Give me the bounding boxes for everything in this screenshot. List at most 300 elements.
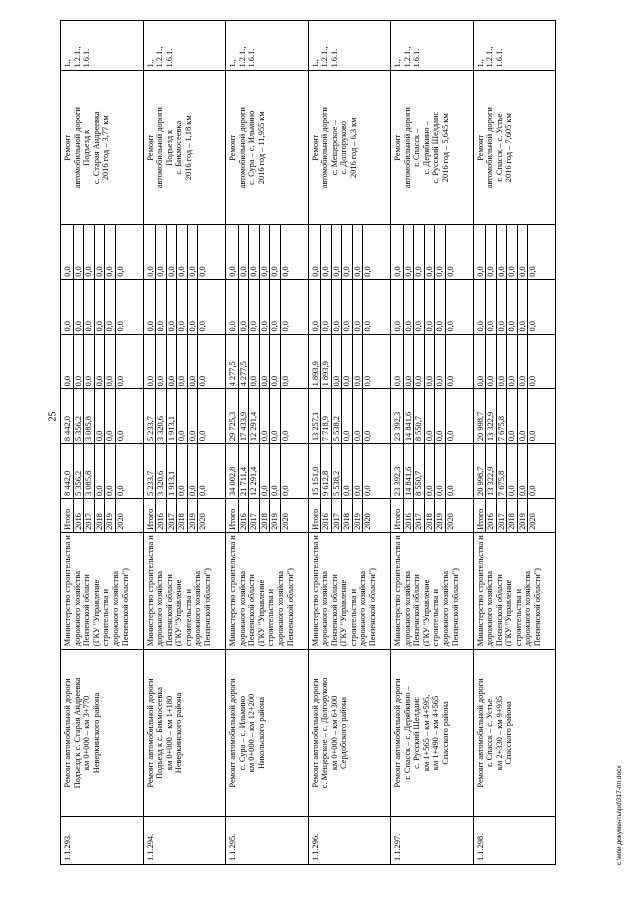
funding-value: 0,0 <box>496 225 507 279</box>
result-line: 2016 год – 6,3 км <box>348 117 358 179</box>
footer-file-path: c:\мои документы\pd\317-пп.docx <box>616 765 623 865</box>
funding-value: 0,0 <box>269 225 280 279</box>
measure-name-line: Ремонт автомобильной дороги <box>310 678 320 788</box>
result-line: с. Бикмосеевка <box>174 120 184 175</box>
result-line: с. Дерябкино – <box>421 121 431 175</box>
funding-value: 1 913,1 <box>166 389 177 443</box>
funding-column-4 <box>61 279 144 334</box>
result-line: 2016 год – 3,77 км <box>101 115 111 181</box>
year-cell: 2019 <box>434 499 445 532</box>
funding-value: 0,0 <box>145 266 155 277</box>
funding-value: 0,0 <box>331 335 342 389</box>
year-cell: Итого <box>63 508 72 530</box>
funding-value: 0,0 <box>424 444 435 498</box>
responsible-line: дорожного хозяйства <box>320 570 330 647</box>
indicator-code: 1.6.1. <box>164 48 174 68</box>
funding-value: 13 322,9 <box>485 444 496 498</box>
funding-value: 21 711,4 <box>238 444 249 498</box>
measure-name-line: Спасского района <box>504 701 514 765</box>
year-cell: 2019 <box>352 499 363 532</box>
funding-value: 0,0 <box>424 389 435 443</box>
year-cell: 2020 <box>445 499 456 532</box>
responsible-line: Пензенской области") <box>120 568 130 647</box>
funding-value: 0,0 <box>362 225 373 279</box>
funding-value: 0,0 <box>331 225 342 279</box>
result-line: с. Сура – с. Ильмино <box>247 110 257 185</box>
measure-name-line: г. Спасск – с. Устье <box>485 698 495 768</box>
funding-value: 0,0 <box>485 225 496 279</box>
table-row <box>308 21 391 865</box>
table-row <box>143 21 226 865</box>
funding-value: 8 550,7 <box>413 389 424 443</box>
funding-value: 0,0 <box>517 389 528 443</box>
funding-value: 0,0 <box>485 280 496 334</box>
funding-column-2 <box>226 389 309 444</box>
funding-value: 0,0 <box>475 375 485 387</box>
responsible-executor <box>473 532 556 649</box>
funding-value: 0,0 <box>352 444 363 498</box>
expected-result <box>473 71 556 224</box>
funding-value: 0,0 <box>434 280 445 334</box>
funding-value: 0,0 <box>352 280 363 334</box>
responsible-line: дорожного хозяйства <box>523 570 533 647</box>
funding-value: 0,0 <box>94 280 105 334</box>
responsible-line: Министерство строительства и <box>475 535 485 647</box>
measure-name-line: км 1+490 – км 4+565 <box>431 695 441 771</box>
funding-value: 0,0 <box>434 444 445 498</box>
year-cell: Итого <box>310 508 320 530</box>
measure-name-line: Спасского района <box>440 701 450 765</box>
result-line: Ремонт <box>145 134 155 161</box>
funding-column-4 <box>473 279 556 334</box>
funding-value: 14 841,6 <box>403 444 414 498</box>
measure-name <box>226 650 309 817</box>
funding-value: 0,0 <box>166 335 177 389</box>
funding-value: 0,0 <box>115 389 126 443</box>
funding-column-5 <box>391 224 474 279</box>
result-line: с. Долгоруково <box>339 121 349 175</box>
year-cell: 2020 <box>362 499 373 532</box>
funding-column-5 <box>473 224 556 279</box>
year-cell: 2019 <box>187 499 198 532</box>
funding-value: 0,0 <box>434 225 445 279</box>
funding-value: 0,0 <box>83 335 94 389</box>
funding-value: 0,0 <box>104 335 115 389</box>
funding-value: 0,0 <box>341 335 352 389</box>
funding-value: 0,0 <box>341 225 352 279</box>
funding-column-4 <box>391 279 474 334</box>
funding-value: 5 538,2 <box>331 389 342 443</box>
measure-name-line: Неверкинского района <box>174 692 184 774</box>
funding-value: 5 356,2 <box>73 389 84 443</box>
funding-value: 0,0 <box>187 335 198 389</box>
funding-value: 0,0 <box>445 389 456 443</box>
funding-value: 0,0 <box>341 389 352 443</box>
funding-value: 14 841,6 <box>403 389 414 443</box>
funding-value: 0,0 <box>176 444 187 498</box>
funding-column-5 <box>61 224 144 279</box>
funding-value: 0,0 <box>197 335 208 389</box>
funding-value: 0,0 <box>176 225 187 279</box>
funding-value: 0,0 <box>475 266 485 277</box>
funding-value: 8 550,7 <box>413 444 424 498</box>
responsible-line: Пензенской области") <box>285 568 295 647</box>
funding-value: 5 233,7 <box>145 416 155 442</box>
result-line: Ремонт <box>475 134 485 161</box>
indicator-code: 1.6.1. <box>494 48 504 68</box>
responsible-line: Пензенской области <box>329 574 339 647</box>
funding-value: 7 675,8 <box>496 389 507 443</box>
indicator-codes <box>473 21 556 72</box>
funding-column-4 <box>226 279 309 334</box>
funding-column-5 <box>143 224 226 279</box>
funding-value: 0,0 <box>352 389 363 443</box>
measure-name-line: Ремонт автомобильной дороги <box>228 678 237 788</box>
funding-value: 0,0 <box>280 335 291 389</box>
year-cell: 2016 <box>155 499 166 532</box>
funding-value: 3 085,8 <box>83 389 94 443</box>
result-line: автомобильной дороги <box>72 107 82 189</box>
funding-value: 0,0 <box>197 444 208 498</box>
funding-value: 0,0 <box>166 280 177 334</box>
funding-value: 4 277,5 <box>228 361 237 387</box>
funding-value: 0,0 <box>187 389 198 443</box>
funding-value: 0,0 <box>310 266 320 277</box>
responsible-line: (ГКУ "Управление <box>91 579 101 647</box>
funding-value: 0,0 <box>320 225 331 279</box>
funding-value: 0,0 <box>362 444 373 498</box>
funding-value: 1 913,1 <box>166 444 177 498</box>
funding-column-1 <box>308 444 391 499</box>
responsible-line: строительства и <box>183 588 193 647</box>
funding-value: 0,0 <box>475 321 485 332</box>
funding-value: 0,0 <box>197 389 208 443</box>
responsible-line: Министерство строительства и <box>228 535 237 647</box>
measure-name-line: км 0+000 – км 3+770 <box>82 695 92 771</box>
measure-name-line: Ремонт автомобильной дороги <box>393 678 402 788</box>
responsible-line: Пензенской области <box>247 574 257 647</box>
funding-value: 0,0 <box>506 335 517 389</box>
funding-value: 0,0 <box>238 225 249 279</box>
funding-value: 3 085,8 <box>83 444 94 498</box>
funding-value: 0,0 <box>145 321 155 332</box>
year-cell: Итого <box>393 508 402 530</box>
funding-value: 0,0 <box>445 280 456 334</box>
funding-value: 1 893,9 <box>310 361 320 387</box>
funding-value: 0,0 <box>331 280 342 334</box>
year-cell: 2017 <box>496 499 507 532</box>
funding-value: 0,0 <box>248 335 259 389</box>
measure-name-line: с. Мещерское – с. Долгоруково <box>320 677 330 789</box>
funding-value: 0,0 <box>155 225 166 279</box>
responsible-line: строительства и <box>431 588 441 647</box>
indicator-code: 1.6.1. <box>82 48 92 68</box>
funding-column-1 <box>391 444 474 499</box>
year-cell: 2018 <box>506 499 517 532</box>
funding-value: 0,0 <box>115 444 126 498</box>
result-line: автомобильной дороги <box>237 107 247 189</box>
indicator-codes <box>61 21 144 72</box>
year-cell: 2018 <box>341 499 352 532</box>
funding-value: 0,0 <box>445 225 456 279</box>
funding-value: 5 233,7 <box>145 470 155 496</box>
result-line: 2016 год – 1,18 км <box>183 115 193 181</box>
funding-column-3 <box>473 334 556 389</box>
result-line: автомобильной дороги <box>320 107 330 189</box>
result-line: 2016 год – 11,955 км <box>256 111 266 185</box>
funding-value: 17 433,9 <box>238 389 249 443</box>
measure-name-line: Никольского района <box>256 696 266 770</box>
indicator-code: 1.2.1., <box>402 46 412 68</box>
row-number: 1.1.298. <box>473 816 556 864</box>
year-cell: 2020 <box>280 499 291 532</box>
measure-name <box>143 650 226 817</box>
indicator-code: 1.2.1., <box>320 46 330 68</box>
funding-value: 0,0 <box>362 335 373 389</box>
measure-name <box>391 650 474 817</box>
result-line: г. Спасск – <box>412 128 422 167</box>
row-number: 1.1.294. <box>143 816 226 864</box>
funding-value: 0,0 <box>352 225 363 279</box>
year-column <box>61 498 144 532</box>
year-cell: 2020 <box>197 499 208 532</box>
funding-column-4 <box>143 279 226 334</box>
year-cell: 2017 <box>166 499 177 532</box>
funding-value: 0,0 <box>63 266 72 277</box>
funding-value: 0,0 <box>496 280 507 334</box>
funding-value: 0,0 <box>155 280 166 334</box>
funding-value: 0,0 <box>424 335 435 389</box>
funding-value: 0,0 <box>506 389 517 443</box>
funding-value: 0,0 <box>63 321 72 332</box>
funding-value: 0,0 <box>197 225 208 279</box>
measure-name-line: Ремонт автомобильной дороги <box>63 678 72 788</box>
year-cell: 2017 <box>413 499 424 532</box>
year-cell: 2018 <box>259 499 270 532</box>
responsible-line: дорожного хозяйства <box>485 570 495 647</box>
funding-column-4 <box>308 279 391 334</box>
indicator-code: 1.6.1. <box>412 48 422 68</box>
responsible-line: (ГКУ "Управление <box>504 579 514 647</box>
result-line: г. Спасск – с. Устье <box>494 113 504 182</box>
funding-value: 0,0 <box>445 335 456 389</box>
responsible-line: дорожного хозяйства <box>110 570 120 647</box>
responsible-executor <box>226 532 309 649</box>
funding-value: 0,0 <box>517 444 528 498</box>
funding-column-2 <box>308 389 391 444</box>
year-cell: 2018 <box>94 499 105 532</box>
year-cell: Итого <box>475 508 485 530</box>
expected-result <box>61 71 144 224</box>
responsible-line: дорожного хозяйства <box>358 570 368 647</box>
table-row <box>473 21 556 865</box>
funding-value: 0,0 <box>104 444 115 498</box>
funding-value: 0,0 <box>269 389 280 443</box>
funding-value: 0,0 <box>527 444 538 498</box>
year-cell: 2020 <box>115 499 126 532</box>
funding-value: 0,0 <box>269 335 280 389</box>
funding-value: 0,0 <box>104 389 115 443</box>
funding-value: 0,0 <box>362 389 373 443</box>
funding-column-3 <box>61 334 144 389</box>
funding-value: 7 675,8 <box>496 444 507 498</box>
funding-value: 0,0 <box>341 444 352 498</box>
measure-name-line: км 0+000 – км 1+180 <box>164 695 174 771</box>
responsible-line: Пензенской области") <box>450 568 460 647</box>
funding-value: 0,0 <box>176 335 187 389</box>
funding-column-1 <box>473 444 556 499</box>
responsible-line: строительства и <box>101 588 111 647</box>
year-cell: 2016 <box>73 499 84 532</box>
measure-name-line: Подъезд к с. Старая Андреевка <box>72 677 82 789</box>
funding-value: 0,0 <box>259 335 270 389</box>
funding-value: 0,0 <box>269 444 280 498</box>
responsible-line: Министерство строительства и <box>393 535 402 647</box>
indicator-code: 1.2.1., <box>155 46 165 68</box>
measure-name-line: с. Сура – с. Ильмино <box>237 695 247 771</box>
funding-value: 0,0 <box>73 335 84 389</box>
expected-result <box>143 71 226 224</box>
funding-value: 0,0 <box>413 280 424 334</box>
indicator-code: 1., <box>63 59 72 68</box>
funding-column-3 <box>308 334 391 389</box>
responsible-line: Министерство строительства и <box>310 535 320 647</box>
measure-name-line: Неверкинского района <box>91 692 101 774</box>
responsible-line: строительства и <box>513 588 523 647</box>
result-line: 2016 год – 5,645 км <box>440 113 450 183</box>
year-cell: 2016 <box>320 499 331 532</box>
funding-column-1 <box>61 444 144 499</box>
measure-name-line: Сердобского района <box>339 696 349 769</box>
table-row <box>226 21 309 865</box>
measure-name-line: км 2+330 – км 9+935 <box>494 695 504 771</box>
funding-column-1 <box>143 444 226 499</box>
funding-value: 0,0 <box>527 225 538 279</box>
responsible-line: дорожного хозяйства <box>275 570 285 647</box>
indicator-code: 1., <box>393 59 402 68</box>
indicator-code: 1., <box>310 59 320 68</box>
page-number: 25 <box>47 411 59 422</box>
funding-value: 0,0 <box>259 389 270 443</box>
funding-value: 0,0 <box>94 225 105 279</box>
funding-value: 0,0 <box>155 335 166 389</box>
funding-value: 1 893,9 <box>320 335 331 389</box>
measure-name-line: км 0+000 – км 6+300 <box>329 695 339 771</box>
responsible-line: (ГКУ "Управление <box>174 579 184 647</box>
measure-name <box>308 650 391 817</box>
funding-column-2 <box>143 389 226 444</box>
funding-value: 0,0 <box>238 280 249 334</box>
responsible-line: Пензенской области <box>412 574 422 647</box>
result-line: автомобильной дороги <box>485 107 495 189</box>
responsible-line: дорожного хозяйства <box>237 570 247 647</box>
funding-value: 23 392,3 <box>393 466 402 496</box>
funding-value: 0,0 <box>485 335 496 389</box>
measure-name-line: с. Русский Шелдаис <box>412 697 422 769</box>
responsible-line: Пензенской области <box>494 574 504 647</box>
expected-result <box>308 71 391 224</box>
funding-column-3 <box>226 334 309 389</box>
funding-value: 0,0 <box>197 280 208 334</box>
funding-value: 0,0 <box>320 280 331 334</box>
funding-column-2 <box>61 389 144 444</box>
indicator-code: 1.2.1., <box>72 46 82 68</box>
funding-value: 0,0 <box>228 266 237 277</box>
funding-value: 0,0 <box>393 321 402 332</box>
responsible-line: (ГКУ "Управление <box>339 579 349 647</box>
funding-value: 0,0 <box>506 444 517 498</box>
indicator-code: 1., <box>475 59 485 68</box>
funding-value: 12 291,4 <box>248 389 259 443</box>
year-cell: 2016 <box>403 499 414 532</box>
funding-value: 0,0 <box>115 335 126 389</box>
indicator-code: 1.2.1., <box>485 46 495 68</box>
funding-value: 0,0 <box>403 225 414 279</box>
responsible-line: дорожного хозяйства <box>193 570 203 647</box>
funding-value: 0,0 <box>259 225 270 279</box>
funding-value: 0,0 <box>83 280 94 334</box>
responsible-line: Пензенской области") <box>203 568 213 647</box>
funding-value: 0,0 <box>187 280 198 334</box>
result-line: Подъезд к <box>164 129 174 166</box>
measure-name-line: Ремонт автомобильной дороги <box>145 678 155 788</box>
table-row <box>61 21 144 865</box>
result-line: с. Старая Андреевка <box>91 111 101 185</box>
indicator-code: 1., <box>228 59 237 68</box>
funding-value: 13 257,1 <box>310 411 320 442</box>
funding-value: 0,0 <box>445 444 456 498</box>
funding-value: 4 277,5 <box>238 335 249 389</box>
funding-value: 0,0 <box>280 389 291 443</box>
funding-value: 0,0 <box>94 389 105 443</box>
measure-name <box>61 650 144 817</box>
funding-value: 0,0 <box>527 389 538 443</box>
funding-value: 0,0 <box>187 225 198 279</box>
funding-value: 0,0 <box>393 375 402 387</box>
funding-column-2 <box>473 389 556 444</box>
funding-value: 20 998,7 <box>475 411 485 442</box>
indicator-codes <box>391 21 474 72</box>
row-number: 1.1.296. <box>308 816 391 864</box>
measure-name-line: км 0+000 – км 12+200 <box>247 693 257 773</box>
year-cell: 2018 <box>176 499 187 532</box>
funding-value: 8 442,0 <box>63 416 72 442</box>
result-line: автомобильной дороги <box>402 107 412 189</box>
funding-value: 29 725,3 <box>228 411 237 442</box>
funding-column-5 <box>308 224 391 279</box>
responsible-line: строительства и <box>348 588 358 647</box>
responsible-line: дорожного хозяйства <box>440 570 450 647</box>
funding-value: 0,0 <box>403 280 414 334</box>
measure-name-line: Ремонт автомобильной дороги <box>475 678 485 788</box>
year-cell: 2017 <box>331 499 342 532</box>
year-cell: 2020 <box>527 499 538 532</box>
year-column <box>308 498 391 532</box>
year-cell: 2018 <box>424 499 435 532</box>
funding-value: 0,0 <box>424 280 435 334</box>
result-line: 2016 год – 7,605 км <box>504 113 514 183</box>
funding-value: 0,0 <box>104 280 115 334</box>
rotated-table-container <box>60 20 555 865</box>
funding-value: 0,0 <box>176 389 187 443</box>
result-line: с. Русский Шелдаис <box>431 111 441 184</box>
responsible-line: Министерство строительства и <box>145 535 155 647</box>
funding-value: 0,0 <box>176 280 187 334</box>
funding-value: 0,0 <box>115 280 126 334</box>
funding-value: 8 442,0 <box>63 470 72 496</box>
responsible-line: Министерство строительства и <box>63 535 72 647</box>
funding-value: 0,0 <box>166 225 177 279</box>
